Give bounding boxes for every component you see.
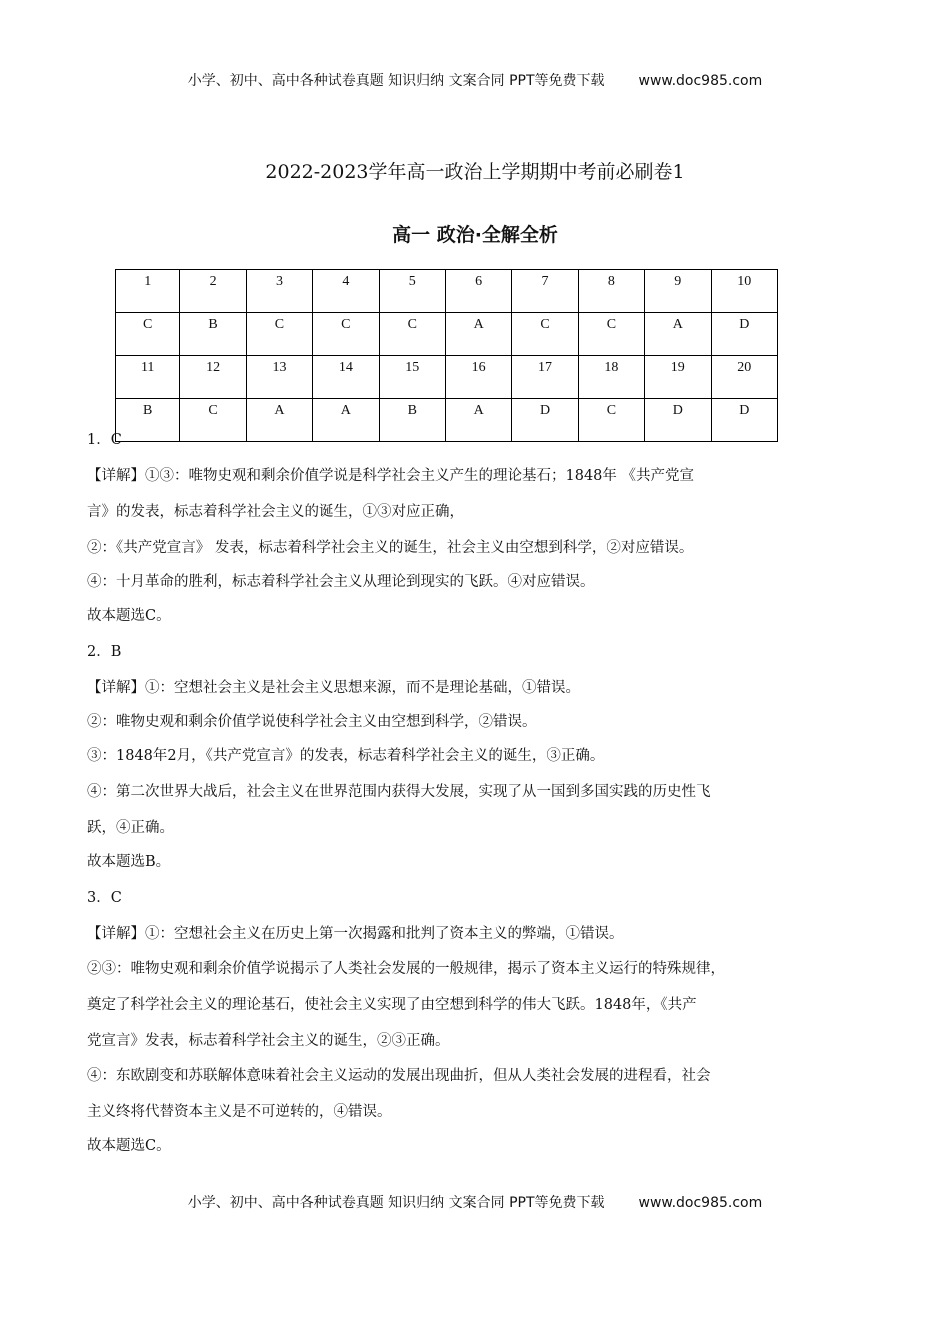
table-cell: 13 — [246, 356, 312, 399]
text-line: 1．C — [87, 432, 122, 448]
table-cell: 9 — [645, 270, 711, 313]
table-cell: A — [246, 399, 312, 442]
table-cell: D — [711, 399, 778, 442]
table-cell: 5 — [379, 270, 445, 313]
table-cell: 14 — [313, 356, 379, 399]
table-cell: 16 — [445, 356, 511, 399]
table-cell: 6 — [445, 270, 511, 313]
footer-text: 小学、初中、高中各种试卷真题 知识归纳 文案合同 PPT等免费下载 — [187, 1195, 605, 1211]
table-cell: 12 — [180, 356, 246, 399]
text-line: ②：唯物史观和剩余价值学说使科学社会主义由空想到科学，②错误。 — [87, 714, 537, 730]
header-url[interactable]: www.doc985.com — [638, 73, 763, 89]
table-cell: 17 — [512, 356, 578, 399]
text-line: ④：第二次世界大战后，社会主义在世界范围内获得大发展，实现了从一国到多国实践的历史性飞 — [87, 784, 711, 800]
table-cell: 11 — [116, 356, 180, 399]
table-cell: C — [379, 313, 445, 356]
table-cell: 10 — [711, 270, 778, 313]
table-cell: A — [313, 399, 379, 442]
text-line: ③：1848年2月，《共产党宣言》的发表，标志着科学社会主义的诞生，③正确。 — [87, 748, 605, 764]
text-line: ②：《共产党宣言》 发表，标志着科学社会主义的诞生，社会主义由空想到科学，②对应错误。 — [87, 540, 694, 556]
table-cell: C — [246, 313, 312, 356]
table-cell: A — [445, 313, 511, 356]
table-cell: C — [578, 399, 644, 442]
table-cell: B — [379, 399, 445, 442]
table-cell: A — [645, 313, 711, 356]
answer-row — [116, 399, 778, 442]
text-line: 3．C — [87, 890, 122, 906]
text-line: 【详解】①：空想社会主义是社会主义思想来源，而不是理论基础，①错误。 — [87, 680, 580, 696]
table-cell: 7 — [512, 270, 578, 313]
table-cell: 19 — [645, 356, 711, 399]
table-cell: 4 — [313, 270, 379, 313]
table-cell: D — [711, 313, 778, 356]
page-footer — [0, 1192, 950, 1212]
text-line: ②③：唯物史观和剩余价值学说揭示了人类社会发展的一般规律，揭示了资本主义运行的特殊规律， — [87, 961, 725, 977]
page-subtitle: 高一 政治·全解全析 — [392, 224, 558, 246]
table-cell: B — [116, 399, 180, 442]
text-line: ④：十月革命的胜利，标志着科学社会主义从理论到现实的飞跃。④对应错误。 — [87, 574, 595, 590]
table-cell: 3 — [246, 270, 312, 313]
page-title: 2022-2023学年高一政治上学期期中考前必刷卷1 — [265, 161, 685, 183]
text-line: 故本题选C。 — [87, 1138, 171, 1154]
header-text: 小学、初中、高中各种试卷真题 知识归纳 文案合同 PPT等免费下载 — [187, 73, 605, 89]
table-cell: 1 — [116, 270, 180, 313]
text-line: 主义终将代替资本主义是不可逆转的，④错误。 — [87, 1104, 392, 1120]
table-cell: 18 — [578, 356, 644, 399]
table-cell: A — [445, 399, 511, 442]
table-cell: C — [313, 313, 379, 356]
question-number-row — [116, 270, 778, 313]
question-number-row — [116, 356, 778, 399]
text-line: 奠定了科学社会主义的理论基石，使社会主义实现了由空想到科学的伟大飞跃。1848年，《共产 — [87, 997, 697, 1013]
table-cell: C — [116, 313, 180, 356]
table-cell: C — [180, 399, 246, 442]
page-header — [0, 70, 950, 90]
table-cell: D — [512, 399, 578, 442]
table-cell: 2 — [180, 270, 246, 313]
table-cell: 20 — [711, 356, 778, 399]
text-line: 2．B — [87, 644, 122, 660]
text-line: ④：东欧剧变和苏联解体意味着社会主义运动的发展出现曲折，但从人类社会发展的进程看，社会 — [87, 1068, 711, 1084]
text-line: 【详解】①③：唯物史观和剩余价值学说是科学社会主义产生的理论基石；1848年 《共产党宣 — [87, 468, 695, 484]
table-cell: C — [578, 313, 644, 356]
text-line: 【详解】①：空想社会主义在历史上第一次揭露和批判了资本主义的弊端，①错误。 — [87, 926, 624, 942]
footer-url[interactable]: www.doc985.com — [638, 1195, 763, 1211]
table-cell: 15 — [379, 356, 445, 399]
table-cell: D — [645, 399, 711, 442]
table-cell: 8 — [578, 270, 644, 313]
text-line: 跃，④正确。 — [87, 820, 174, 836]
text-line: 故本题选B。 — [87, 854, 171, 870]
text-line: 故本题选C。 — [87, 608, 171, 624]
table-cell: C — [512, 313, 578, 356]
text-line: 党宣言》发表，标志着科学社会主义的诞生，②③正确。 — [87, 1033, 450, 1049]
answer-table — [115, 269, 778, 442]
text-line: 言》的发表，标志着科学社会主义的诞生，①③对应正确， — [87, 504, 464, 520]
table-cell: B — [180, 313, 246, 356]
answer-row — [116, 313, 778, 356]
